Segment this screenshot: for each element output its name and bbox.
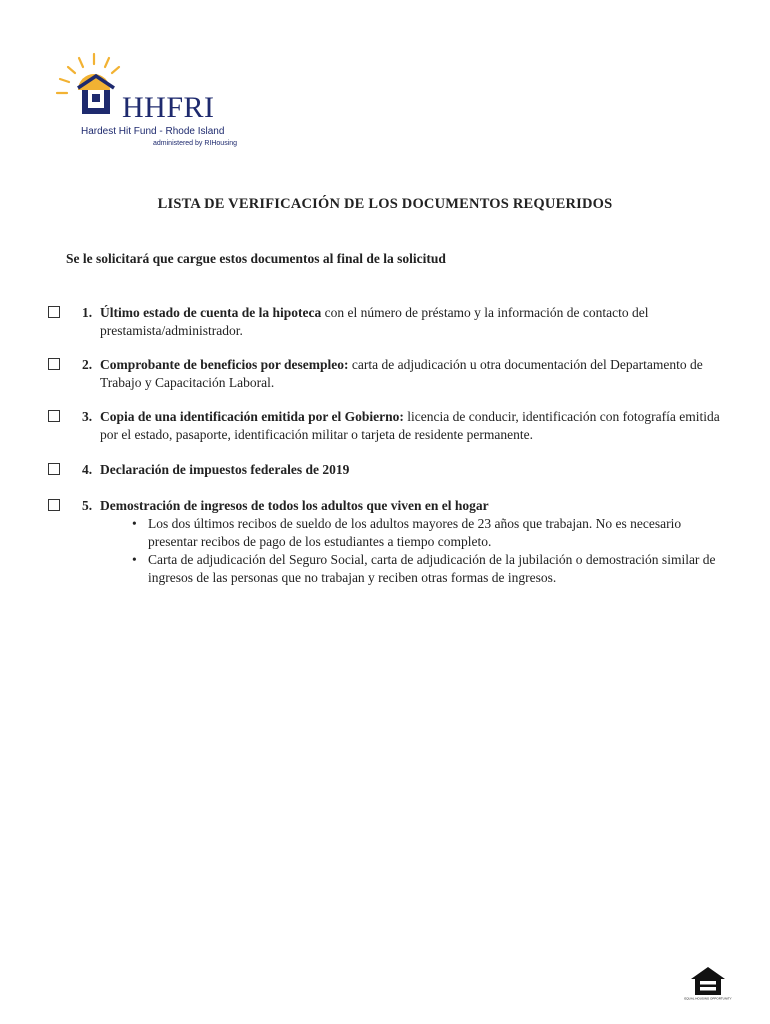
equal-housing-logo: [684, 965, 732, 1003]
item-description: con el número de préstamo y la información de contacto del prestamista/administrador.: [100, 305, 649, 338]
logo-name: HHFRI: [122, 91, 215, 124]
bullet-item: • Carta de adjudicación del Seguro Social, carta de adjudicación de la jubilación o demostración similar de ingresos de las personas que no trabajan y reciben otras formas de ingresos.: [100, 551, 728, 587]
hhfri-logo: [52, 50, 238, 152]
item-number: 3.: [82, 409, 93, 424]
bullet-list: [100, 515, 728, 587]
item-description: licencia de conducir, identificación con fotografía emitida por el estado, pasaporte, identificación militar o tarjeta de residente permanente.: [100, 409, 720, 442]
item-number: 5.: [82, 498, 93, 513]
checkbox[interactable]: [48, 463, 60, 475]
bullet-item: • Los dos últimos recibos de sueldo de los adultos mayores de 23 años que trabajan. No es necesario presentar recibos de pago de los estudiantes a tiempo completo.: [100, 515, 728, 551]
item-number: 2.: [82, 357, 93, 372]
item-heading: Demostración de ingresos de todos los adultos que viven en el hogar: [100, 498, 489, 513]
sun-house-icon: [52, 50, 132, 130]
item-heading: Último estado de cuenta de la hipoteca: [100, 305, 322, 320]
equal-housing-opportunity-icon: [684, 965, 732, 1003]
item-heading: Comprobante de beneficios por desempleo:: [100, 357, 349, 372]
item-heading: Copia de una identificación emitida por el Gobierno:: [100, 409, 404, 424]
page-subtitle: Se le solicitará que cargue estos documentos al final de la solicitud: [66, 251, 446, 266]
checkbox[interactable]: [48, 358, 60, 370]
page-title: LISTA DE VERIFICACIÓN DE LOS DOCUMENTOS REQUERIDOS: [157, 196, 613, 212]
eho-text: EQUAL HOUSING OPPORTUNITY: [684, 996, 732, 1001]
checkbox[interactable]: [48, 410, 60, 422]
item-number: 1.: [82, 305, 93, 320]
item-number: 4.: [82, 462, 93, 477]
item-description: carta de adjudicación u otra documentación del Departamento de Trabajo y Capacitación Laboral.: [100, 357, 703, 390]
checkbox[interactable]: [48, 499, 60, 511]
item-heading: Declaración de impuestos federales de 2019: [100, 462, 350, 477]
checkbox[interactable]: [48, 306, 60, 318]
logo-tagline: Hardest Hit Fund - Rhode Island: [81, 126, 225, 137]
logo-subline: administered by RIHousing: [153, 140, 238, 147]
